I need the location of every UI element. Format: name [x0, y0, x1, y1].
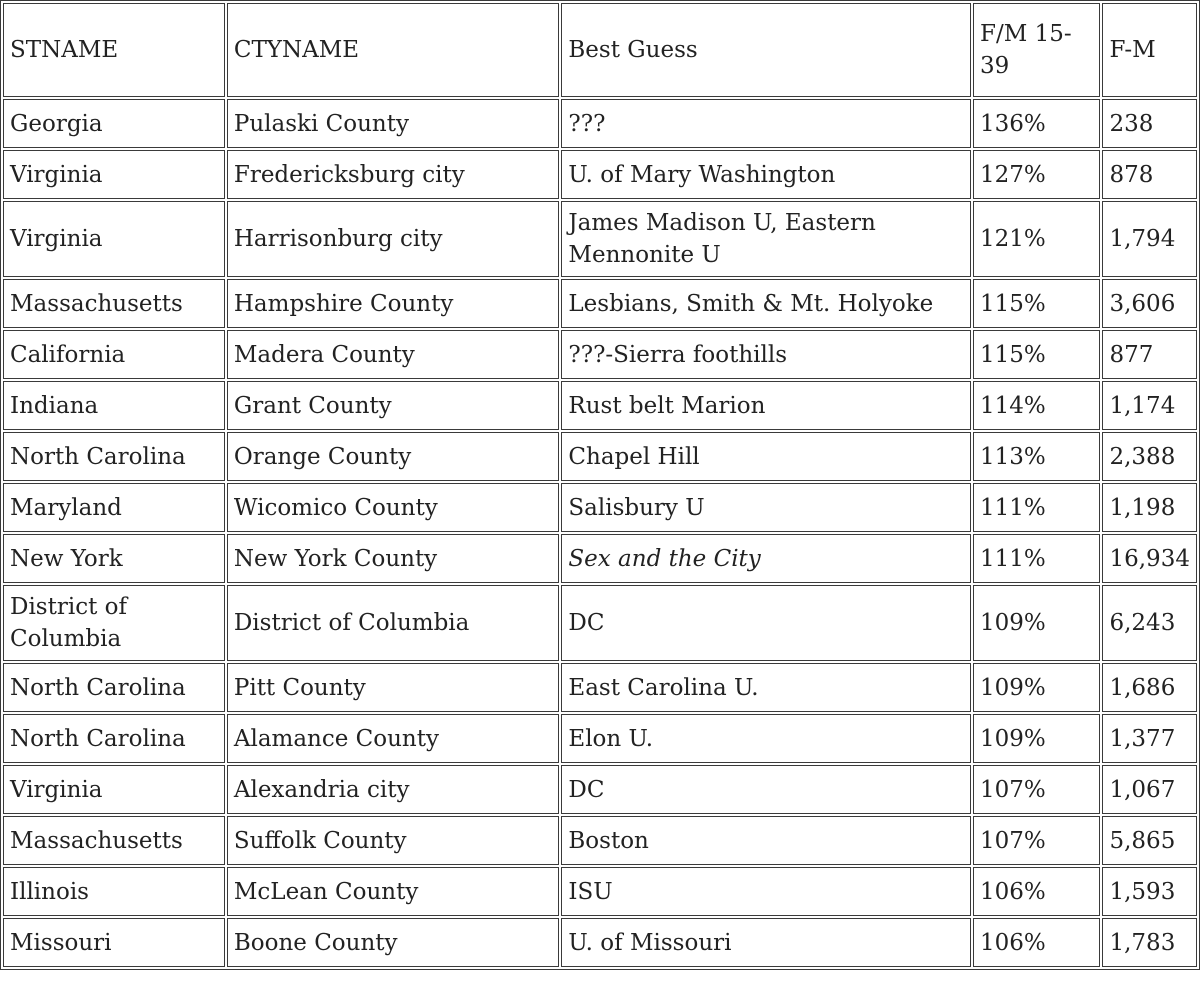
cell-stname: Georgia — [3, 99, 225, 148]
cell-diff: 2,388 — [1102, 432, 1197, 481]
cell-best-guess: Boston — [561, 816, 971, 865]
cell-diff: 1,067 — [1102, 765, 1197, 814]
cell-diff: 5,865 — [1102, 816, 1197, 865]
cell-stname: Indiana — [3, 381, 225, 430]
cell-best-guess: ??? — [561, 99, 971, 148]
table-row — [3, 381, 1197, 430]
cell-best-guess: Rust belt Marion — [561, 381, 971, 430]
cell-ratio: 109% — [973, 663, 1100, 712]
cell-best-guess: Chapel Hill — [561, 432, 971, 481]
cell-diff: 3,606 — [1102, 279, 1197, 328]
cell-ratio: 107% — [973, 765, 1100, 814]
cell-stname: North Carolina — [3, 432, 225, 481]
cell-ratio: 115% — [973, 279, 1100, 328]
cell-ratio: 109% — [973, 585, 1100, 661]
cell-ratio: 106% — [973, 867, 1100, 916]
cell-diff: 16,934 — [1102, 534, 1197, 583]
cell-ctyname: Alexandria city — [227, 765, 560, 814]
cell-diff: 1,198 — [1102, 483, 1197, 532]
cell-ratio: 107% — [973, 816, 1100, 865]
cell-stname: Virginia — [3, 150, 225, 199]
cell-ctyname: McLean County — [227, 867, 560, 916]
cell-ratio: 115% — [973, 330, 1100, 379]
cell-ctyname: District of Columbia — [227, 585, 560, 661]
table-row — [3, 99, 1197, 148]
cell-diff: 1,783 — [1102, 918, 1197, 967]
cell-stname: Maryland — [3, 483, 225, 532]
cell-best-guess: U. of Mary Washington — [561, 150, 971, 199]
table-row — [3, 585, 1197, 661]
header-row — [3, 3, 1197, 97]
cell-diff: 878 — [1102, 150, 1197, 199]
cell-ctyname: Pulaski County — [227, 99, 560, 148]
cell-ctyname: New York County — [227, 534, 560, 583]
cell-ctyname: Madera County — [227, 330, 560, 379]
cell-diff: 1,377 — [1102, 714, 1197, 763]
cell-best-guess: U. of Missouri — [561, 918, 971, 967]
cell-ctyname: Grant County — [227, 381, 560, 430]
cell-best-guess: James Madison U, Eastern Mennonite U — [561, 201, 971, 277]
cell-diff: 877 — [1102, 330, 1197, 379]
cell-stname: District of Columbia — [3, 585, 225, 661]
cell-ctyname: Boone County — [227, 918, 560, 967]
table-row — [3, 279, 1197, 328]
cell-stname: Virginia — [3, 201, 225, 277]
cell-stname: Virginia — [3, 765, 225, 814]
cell-stname: North Carolina — [3, 714, 225, 763]
cell-ratio: 113% — [973, 432, 1100, 481]
cell-ctyname: Fredericksburg city — [227, 150, 560, 199]
cell-stname: North Carolina — [3, 663, 225, 712]
cell-best-guess: Sex and the City — [561, 534, 971, 583]
cell-ctyname: Harrisonburg city — [227, 201, 560, 277]
cell-best-guess: DC — [561, 585, 971, 661]
table-row — [3, 432, 1197, 481]
cell-ratio: 136% — [973, 99, 1100, 148]
cell-best-guess: Salisbury U — [561, 483, 971, 532]
cell-ctyname: Pitt County — [227, 663, 560, 712]
cell-ctyname: Orange County — [227, 432, 560, 481]
header-best-guess: Best Guess — [561, 3, 971, 97]
table-row — [3, 765, 1197, 814]
cell-ratio: 111% — [973, 534, 1100, 583]
cell-diff: 1,794 — [1102, 201, 1197, 277]
cell-stname: California — [3, 330, 225, 379]
cell-diff: 238 — [1102, 99, 1197, 148]
table-row — [3, 663, 1197, 712]
table-row — [3, 816, 1197, 865]
cell-ratio: 109% — [973, 714, 1100, 763]
table-row — [3, 534, 1197, 583]
cell-best-guess: ISU — [561, 867, 971, 916]
header-ctyname: CTYNAME — [227, 3, 560, 97]
cell-ctyname: Wicomico County — [227, 483, 560, 532]
table-row — [3, 483, 1197, 532]
cell-best-guess: ???-Sierra foothills — [561, 330, 971, 379]
table-row — [3, 867, 1197, 916]
cell-diff: 1,174 — [1102, 381, 1197, 430]
cell-ctyname: Hampshire County — [227, 279, 560, 328]
table-row — [3, 918, 1197, 967]
cell-stname: Massachusetts — [3, 816, 225, 865]
header-ratio: F/M 15-39 — [973, 3, 1100, 97]
table-row — [3, 201, 1197, 277]
cell-ctyname: Suffolk County — [227, 816, 560, 865]
table-row — [3, 330, 1197, 379]
cell-best-guess: East Carolina U. — [561, 663, 971, 712]
cell-stname: New York — [3, 534, 225, 583]
cell-stname: Illinois — [3, 867, 225, 916]
cell-ctyname: Alamance County — [227, 714, 560, 763]
header-stname: STNAME — [3, 3, 225, 97]
cell-best-guess: Lesbians, Smith & Mt. Holyoke — [561, 279, 971, 328]
cell-ratio: 121% — [973, 201, 1100, 277]
cell-ratio: 111% — [973, 483, 1100, 532]
cell-best-guess: DC — [561, 765, 971, 814]
cell-ratio: 106% — [973, 918, 1100, 967]
cell-stname: Massachusetts — [3, 279, 225, 328]
cell-ratio: 114% — [973, 381, 1100, 430]
table-row — [3, 150, 1197, 199]
cell-diff: 1,686 — [1102, 663, 1197, 712]
cell-stname: Missouri — [3, 918, 225, 967]
cell-ratio: 127% — [973, 150, 1100, 199]
cell-diff: 6,243 — [1102, 585, 1197, 661]
header-diff: F-M — [1102, 3, 1197, 97]
cell-diff: 1,593 — [1102, 867, 1197, 916]
table-row — [3, 714, 1197, 763]
cell-best-guess: Elon U. — [561, 714, 971, 763]
